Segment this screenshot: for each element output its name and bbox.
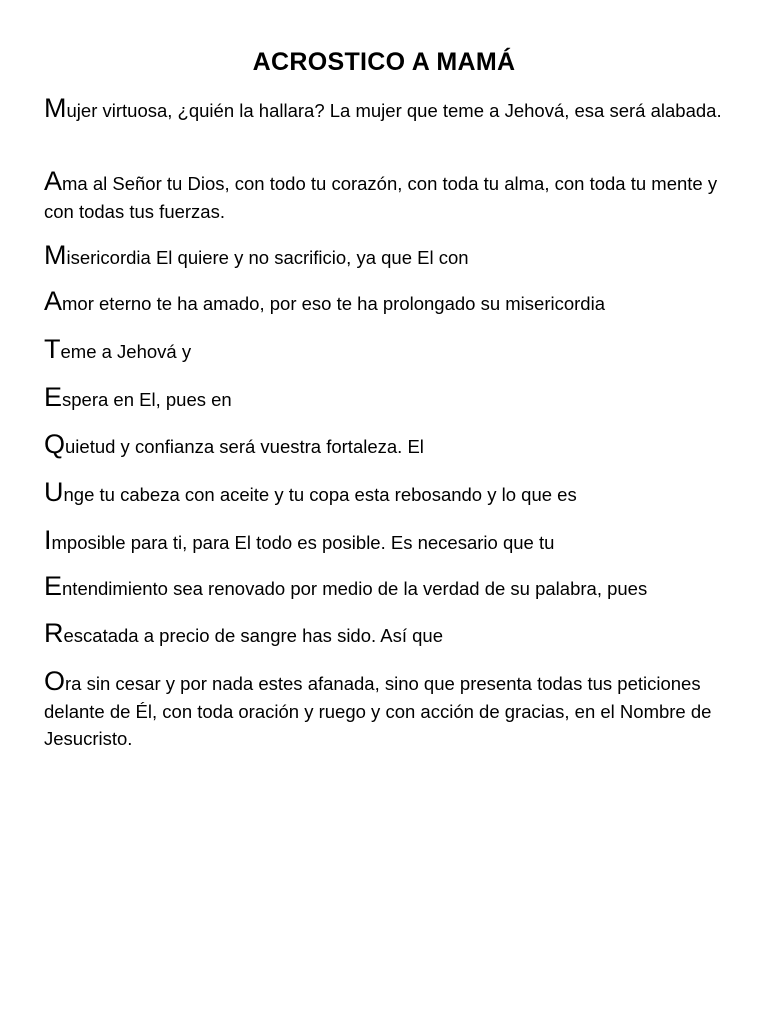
acrostic-line-m2	[44, 240, 734, 272]
acrostic-initial: O	[44, 666, 66, 696]
acrostic-line-t	[44, 334, 734, 366]
acrostic-initial: A	[44, 286, 63, 316]
acrostic-text: escatada a precio de sangre has sido. Así que	[63, 625, 444, 646]
acrostic-text: ma al Señor tu Dios, con todo tu corazón, con toda tu alma, con toda tu mente y con todas tus fuerzas.	[44, 173, 718, 222]
acrostic-line-r	[44, 618, 734, 650]
acrostic-initial: U	[44, 477, 64, 507]
acrostic-initial: E	[44, 571, 63, 601]
acrostic-text: ujer virtuosa, ¿quién la hallara? La mujer que teme a Jehová, esa será alabada.	[66, 100, 722, 121]
acrostic-initial: Q	[44, 429, 66, 459]
acrostic-line-u	[44, 477, 734, 509]
acrostic-text: nge tu cabeza con aceite y tu copa esta rebosando y lo que es	[63, 484, 577, 505]
document-title: ACROSTICO A MAMÁ	[252, 48, 516, 76]
acrostic-initial: M	[44, 240, 67, 270]
acrostic-line-m1	[44, 93, 734, 125]
acrostic-line-e1	[44, 382, 734, 414]
acrostic-text: mor eterno te ha amado, por eso te ha prolongado su misericordia	[62, 293, 605, 314]
acrostic-initial: I	[44, 525, 52, 555]
acrostic-text: isericordia El quiere y no sacrificio, ya que El con	[66, 247, 469, 268]
acrostic-line-a1	[44, 166, 734, 225]
acrostic-text: ntendimiento sea renovado por medio de la verdad de su palabra, pues	[62, 578, 648, 599]
acrostic-line-q	[44, 429, 734, 461]
acrostic-initial: M	[44, 93, 67, 123]
acrostic-line-a2	[44, 286, 734, 318]
acrostic-initial: R	[44, 618, 64, 648]
acrostic-text: spera en El, pues en	[62, 389, 232, 410]
acrostic-text: ra sin cesar y por nada estes afanada, sino que presenta todas tus peticiones delante de Él, con toda oración y ruego y con acción de gracias, en el Nombre de Jesucristo.	[44, 673, 712, 749]
acrostic-initial: A	[44, 166, 63, 196]
acrostic-text: uietud y confianza será vuestra fortaleza. El	[65, 436, 424, 457]
acrostic-line-e2	[44, 571, 734, 603]
acrostic-line-i	[44, 525, 734, 557]
acrostic-initial: T	[44, 334, 61, 364]
acrostic-line-o	[44, 666, 734, 753]
acrostic-text: eme a Jehová y	[60, 341, 192, 362]
acrostic-initial: E	[44, 382, 63, 412]
acrostic-text: mposible para ti, para El todo es posible. Es necesario que tu	[51, 532, 555, 553]
